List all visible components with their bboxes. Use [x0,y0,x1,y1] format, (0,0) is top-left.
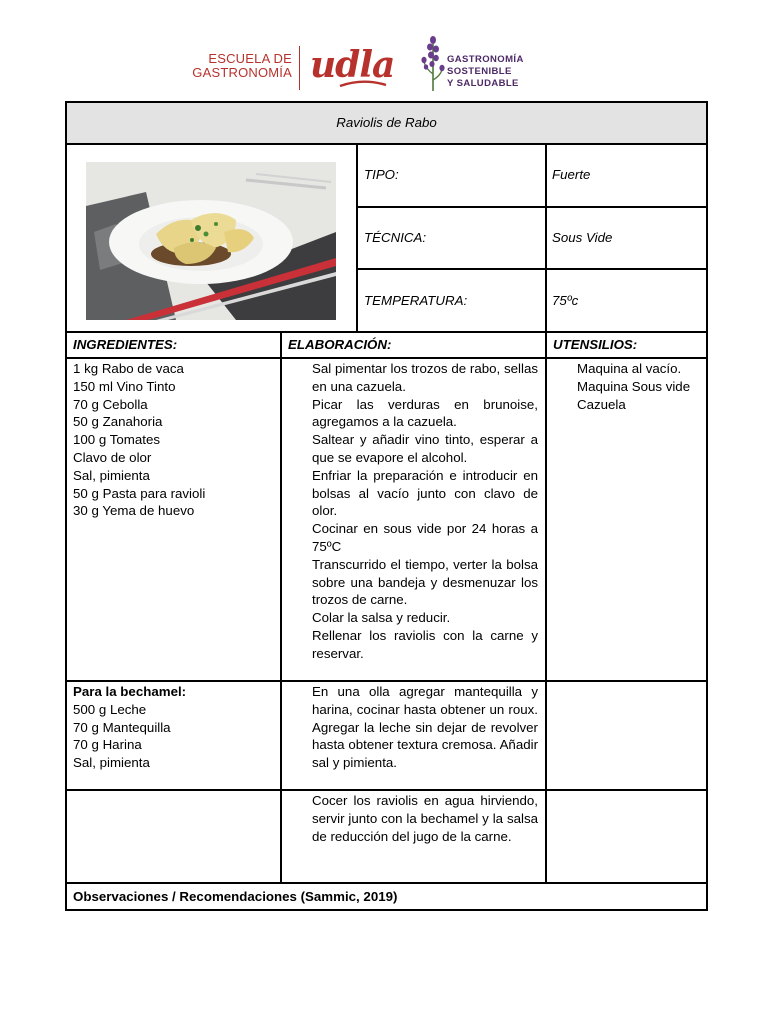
escuela-logo-line2: GASTRONOMÍA [192,65,292,80]
recipe-table [65,101,708,911]
elaboration-step: Saltear y añadir vino tinto, esperar a que se evapore el alcohol. [312,432,538,465]
temperatura-label: TEMPERATURA: [357,269,546,332]
main-content-row [66,358,707,681]
gastronomia-logo-line2: SOSTENIBLE [447,66,512,77]
final-ingredients-cell [66,790,281,883]
bechamel-row [66,681,707,790]
gastronomia-sostenible-logo [447,54,524,90]
ingredient-item: 500 g Leche [73,701,147,717]
bechamel-utensils-cell [546,681,707,790]
gastronomia-logo-line1: GASTRONOMÍA [447,54,524,65]
gastronomia-logo-line3: Y SALUDABLE [447,78,519,89]
ingredientes-header: INGREDIENTES: [66,332,281,358]
elaboration-main-cell [281,358,546,681]
final-elaboration: Cocer los raviolis en agua hirviendo, servir junto con la bechamel y la salsa de reducción del jugo de la carne. [312,793,538,844]
bechamel-ingredients-cell [66,681,281,790]
ingredient-item: Sal, pimienta [73,467,150,483]
bechamel-title: Para la bechamel: [73,684,187,699]
final-utensils-cell [546,790,707,883]
udla-swoosh-icon [338,80,388,90]
tecnica-value: Sous Vide [546,207,707,270]
temperatura-value: 75ºc [546,269,707,332]
ravioli-dish-image [86,162,336,320]
ingredient-item: Sal, pimienta [73,755,150,771]
observations: Observaciones / Recomendaciones (Sammic, 2019) [66,883,707,910]
header-logos [0,28,768,94]
ingredient-item: 70 g Harina [73,737,142,753]
utensil-item: Maquina al vacío. [577,361,682,376]
ingredient-item: 50 g Zanahoria [73,414,163,430]
tipo-value: Fuerte [546,144,707,207]
elaboration-step: Transcurrido el tiempo, verter la bolsa sobre una bandeja y desmenuzar los trozos de carne. [312,556,538,608]
utensil-item: Cazuela [577,396,626,412]
escuela-gastronomia-logo [190,52,292,80]
utensilios-header: UTENSILIOS: [546,332,707,358]
bechamel-elaboration-cell [281,681,546,790]
ingredients-main-cell [66,358,281,681]
ingredient-item: Clavo de olor [73,449,152,465]
elaboration-step: Picar las verduras en brunoise, agregamos a la cazuela. [312,396,538,430]
elaboration-step: Sal pimentar los trozos de rabo, sellas en una cazuela. [312,361,538,394]
dish-photo [86,162,336,320]
photo-cell [66,144,357,332]
final-elaboration-cell [281,790,546,883]
elaboracion-header: ELABORACIÓN: [281,332,546,358]
lavender-plant-icon [420,34,446,92]
recipe-title: Raviolis de Rabo [66,102,707,144]
tecnica-label: TÉCNICA: [357,207,546,270]
elaboration-step: Cocinar en sous vide por 24 horas a 75ºC [312,521,538,554]
udla-logo: udla [310,44,395,86]
elaboration-step: Enfriar la preparación e introducir en bolsas al vacío junto con clavo de olor. [312,467,538,519]
tipo-row [66,144,707,207]
logo-divider [299,46,300,90]
section-header-row [66,332,707,358]
bechamel-elaboration: En una olla agregar mantequilla y harina, cocinar hasta obtener un roux. Agregar la leche sin dejar de revolver hasta obtener textura cremosa. Añadir sal y pimienta. [312,684,538,771]
observations-row [66,883,707,910]
elaboration-step: Colar la salsa y reducir. [312,610,451,626]
escuela-logo-line1: ESCUELA DE [208,51,292,66]
ingredient-item: 1 kg Rabo de vaca [73,361,184,376]
ingredient-item: 30 g Yema de huevo [73,503,195,519]
ingredient-item: 50 g Pasta para ravioli [73,485,206,501]
elaboration-step: Rellenar los raviolis con la carne y reservar. [312,627,538,661]
ingredient-item: 150 ml Vino Tinto [73,378,176,394]
ingredient-item: 70 g Cebolla [73,396,148,412]
utensil-item: Maquina Sous vide [577,378,691,394]
ingredient-item: 100 g Tomates [73,432,160,448]
title-row [66,102,707,144]
utensils-cell [546,358,707,681]
final-row [66,790,707,883]
ingredient-item: 70 g Mantequilla [73,719,171,735]
tipo-label: TIPO: [357,144,546,207]
